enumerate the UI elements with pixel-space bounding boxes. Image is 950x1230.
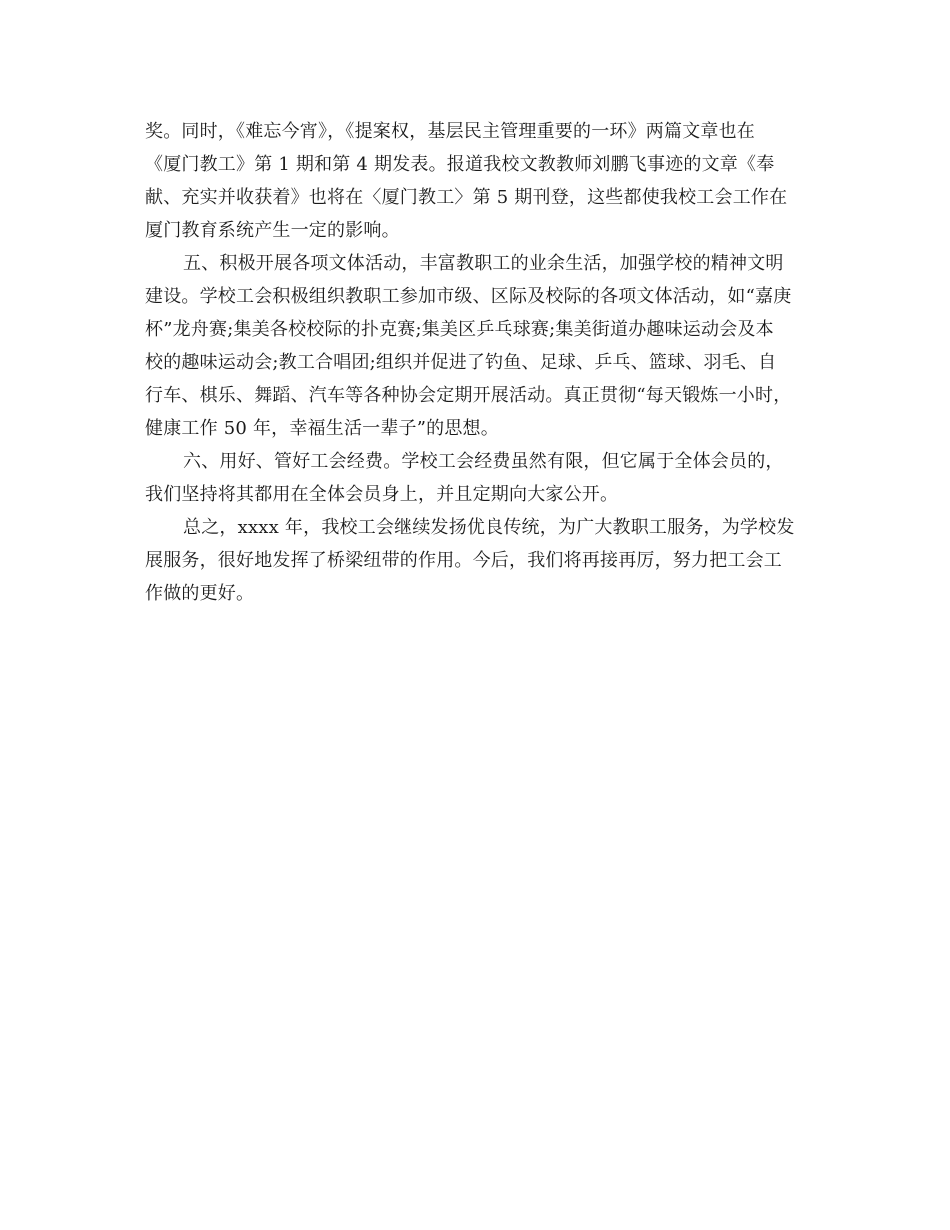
text-line: 展服务，很好地发挥了桥梁纽带的作用。今后，我们将再接再厉，努力把工会工 bbox=[145, 550, 782, 571]
text-line: 校的趣味运动会;教工合唱团;组织并促进了钓鱼、足球、乒乓、篮球、羽毛、自 bbox=[145, 352, 777, 373]
text-line: 厦门教育系统产生一定的影响。 bbox=[145, 220, 400, 241]
text-line: 总之，xxxx 年，我校工会继续发扬优良传统，为广大教职工服务，为学校发 bbox=[183, 517, 795, 538]
text-line: 杯”龙舟赛;集美各校校际的扑克赛;集美区乒乓球赛;集美街道办趣味运动会及本 bbox=[145, 319, 774, 340]
text-line: 六、用好、管好工会经费。学校工会经费虽然有限，但它属于全体会员的， bbox=[183, 451, 784, 472]
text-line: 奖。同时，《难忘今宵》，《提案权，基层民主管理重要的一环》两篇文章也在 bbox=[145, 121, 755, 142]
paragraph-summary bbox=[145, 511, 805, 610]
paragraph-cultural-activities bbox=[145, 247, 805, 445]
text-line: 健康工作 50 年，幸福生活一辈子”的思想。 bbox=[145, 418, 499, 439]
text-line: 作做的更好。 bbox=[145, 583, 255, 604]
text-line: 五、积极开展各项文体活动，丰富教职工的业余生活，加强学校的精神文明 bbox=[183, 253, 784, 274]
document-body bbox=[145, 115, 805, 610]
text-line: 建设。学校工会积极组织教职工参加市级、区际及校际的各项文体活动，如“嘉庚 bbox=[145, 286, 792, 307]
paragraph-union-funds bbox=[145, 445, 805, 511]
text-line: 我们坚持将其都用在全体会员身上，并且定期向大家公开。 bbox=[145, 484, 619, 505]
text-line: 献、充实并收获着》也将在〈厦门教工〉第 5 期刊登，这些都使我校工会工作在 bbox=[145, 187, 788, 208]
text-line: 《厦门教工》第 1 期和第 4 期发表。报道我校文教教师刘鹏飞事迹的文章《奉 bbox=[145, 154, 775, 175]
paragraph-prize-continued bbox=[145, 115, 805, 247]
text-line: 行车、棋乐、舞蹈、汽车等各种协会定期开展活动。真正贯彻“每天锻炼一小时， bbox=[145, 385, 792, 406]
